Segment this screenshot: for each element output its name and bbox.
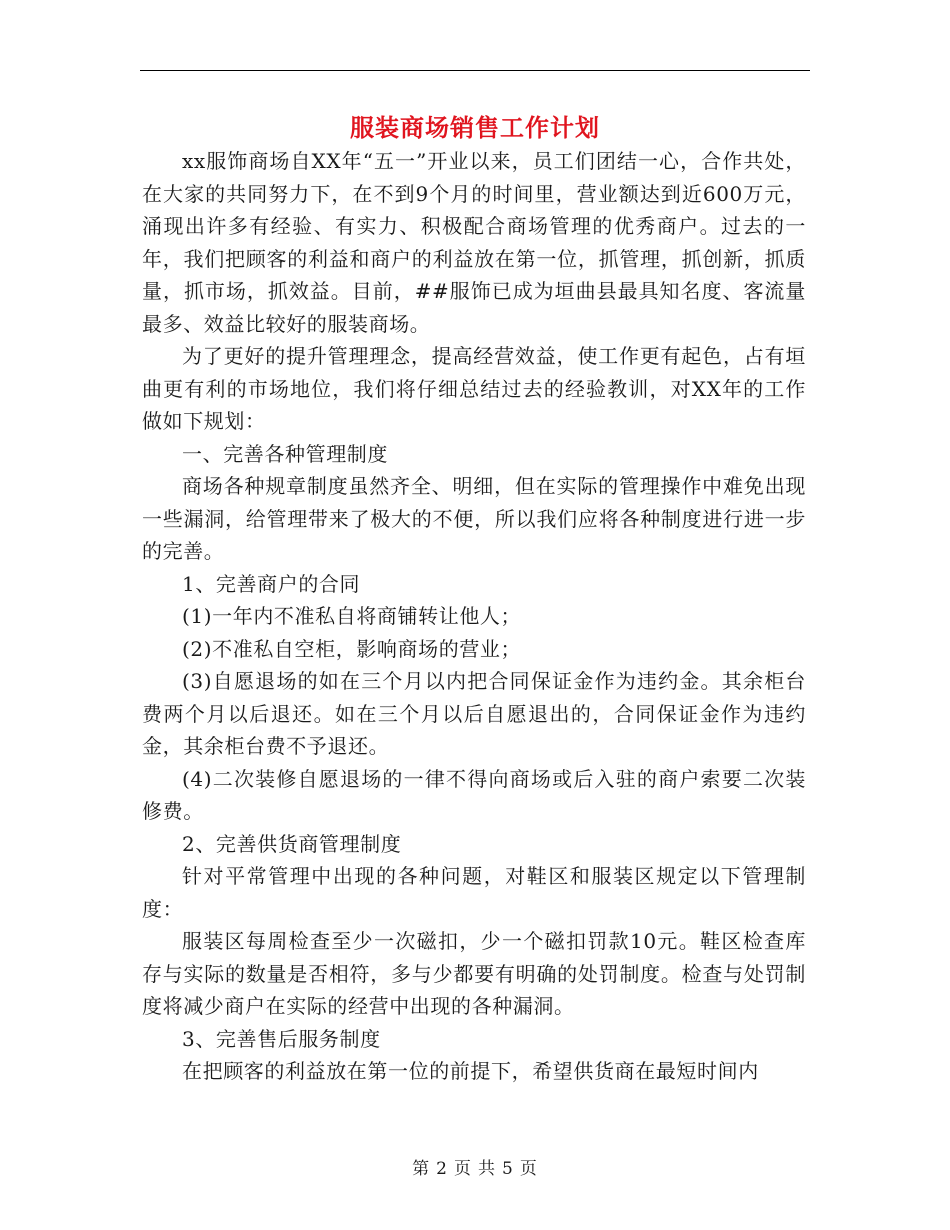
page-footer [0, 1154, 950, 1179]
subheading-3: 3、完善售后服务制度 [182, 1026, 381, 1051]
list-item-3: (3)自愿退场的如在三个月以内把合同保证金作为违约金。其余柜台费两个月以后退还。如在三个月以后自愿退出的，合同保证金作为违约金，其余柜台费不予退还。 [142, 669, 806, 758]
header-rule [140, 70, 810, 71]
paragraph-supplier: 针对平常管理中出现的各种问题，对鞋区和服装区规定以下管理制度： [142, 864, 806, 921]
subheading-2: 2、完善供货商管理制度 [182, 831, 402, 856]
document-body [142, 145, 806, 1088]
list-item-2: (2)不准私自空柜，影响商场的营业； [182, 636, 522, 661]
footer-total-pages: 5 [502, 1159, 514, 1179]
paragraph-intro: xx服饰商场自XX年“五一”开业以来，员工们团结一心，合作共处，在大家的共同努力下，在不到9个月的时间里，营业额达到近600万元，涌现出许多有经验、有实力、积极配合商场管理的优秀商户。过去的一年，我们把顾客的利益和商户的利益放在第一位，抓管理，抓创新，抓质量，抓市场，抓效益。目前，##服饰已成为垣曲县最具知名度、客流量最多、效益比较好的服装商场。 [142, 149, 806, 336]
paragraph-section-1: 商场各种规章制度虽然齐全、明细，但在实际的管理操作中难免出现一些漏洞，给管理带来了极大的不便，所以我们应将各种制度进行进一步的完善。 [142, 474, 806, 563]
paragraph-inspection: 服装区每周检查至少一次磁扣，少一个磁扣罚款10元。鞋区检查库存与实际的数量是否相符，多与少都要有明确的处罚制度。检查与处罚制度将减少商户在实际的经营中出现的各种漏洞。 [142, 929, 806, 1018]
footer-gong: 共 [478, 1159, 496, 1179]
paragraph-plan: 为了更好的提升管理理念，提高经营效益，使工作更有起色，占有垣曲更有利的市场地位，我们将仔细总结过去的经验教训，对XX年的工作做如下规划： [142, 344, 806, 433]
footer-ye-2: 页 [519, 1159, 538, 1179]
paragraph-after-sales: 在把顾客的利益放在第一位的前提下，希望供货商在最短时间内 [182, 1059, 759, 1083]
list-item-1: (1)一年内不准私自将商铺转让他人； [182, 604, 522, 628]
footer-page-number: 2 [436, 1159, 448, 1179]
footer-ye: 页 [454, 1159, 472, 1179]
footer-di: 第 [412, 1159, 431, 1179]
list-item-4: (4)二次装修自愿退场的一律不得向商场或后入驻的商户索要二次装修费。 [142, 766, 806, 823]
heading-section-1: 一、完善各种管理制度 [182, 441, 388, 466]
subheading-1: 1、完善商户的合同 [182, 571, 361, 596]
page-title: 服装商场销售工作计划 [350, 113, 600, 142]
